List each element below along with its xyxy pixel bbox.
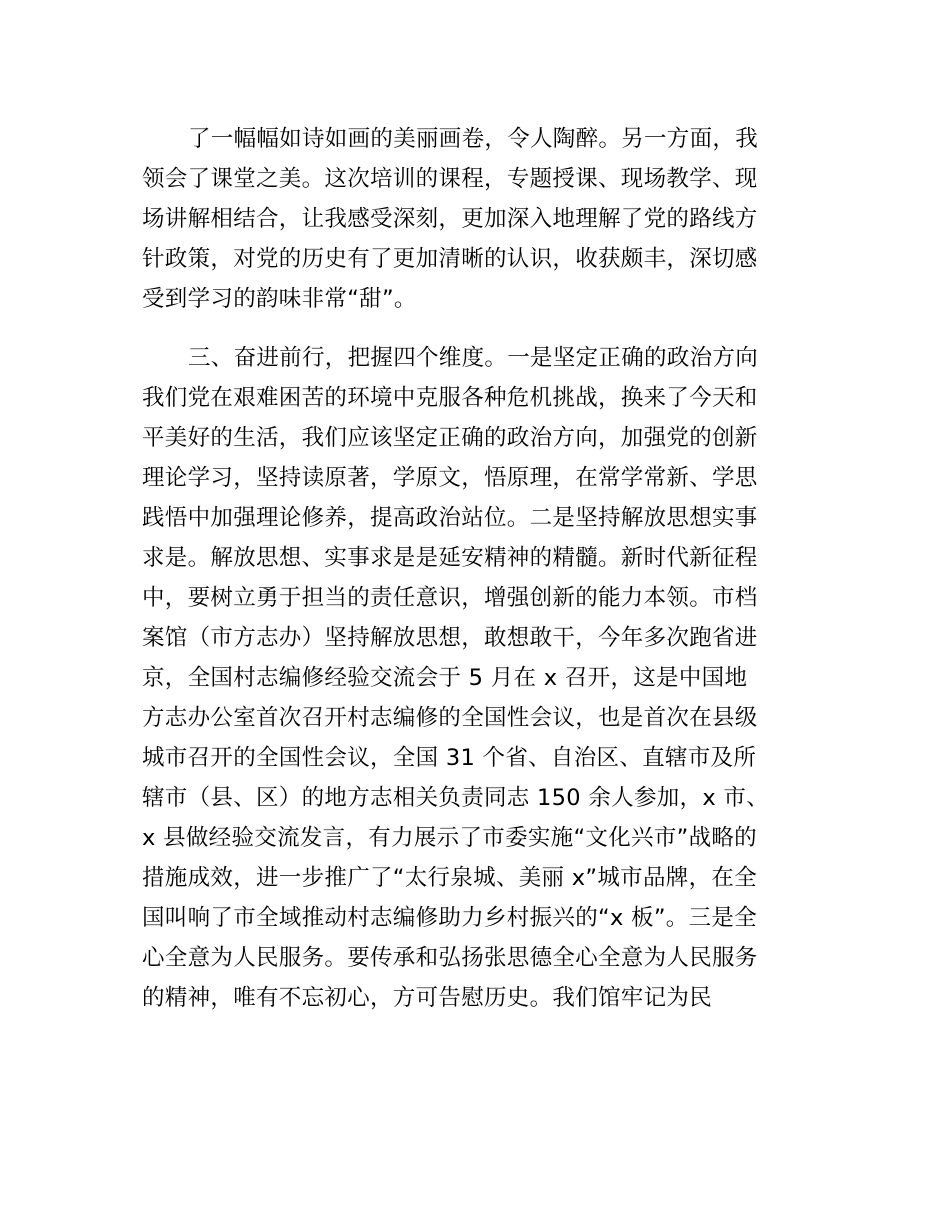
text-line: 三、奋进前行，把握四个维度。一是坚定正确的政治方向: [188, 345, 759, 371]
text-line: 城市召开的全国性会议，全国 31 个省、自治区、直辖市及所: [142, 745, 757, 771]
text-line: x 县做经验交流发言，有力展示了市委实施“文化兴市”战略的: [142, 825, 757, 851]
text-line: 理论学习，坚持读原著，学原文，悟原理，在常学常新、学思: [142, 465, 758, 491]
text-line: 了一幅幅如诗如画的美丽画卷，令人陶醉。另一方面，我: [188, 126, 759, 152]
text-line: 践悟中加强理论修养，提高政治站位。二是坚持解放思想实事: [142, 505, 758, 531]
text-line: 方志办公室首次召开村志编修的全国性会议，也是首次在县级: [142, 705, 758, 731]
paragraph-1: [142, 119, 832, 319]
text-line: 中，要树立勇于担当的责任意识，增强创新的能力本领。市档: [142, 585, 758, 611]
text-line: 针政策，对党的历史有了更加清晰的认识，收获颇丰，深切感: [142, 246, 758, 272]
text-line: 我们党在艰难困苦的环境中克服各种危机挑战，换来了今天和: [142, 385, 758, 411]
document-body: [142, 119, 832, 1018]
text-line: 的精神，唯有不忘初心，方可告慰历史。我们馆牢记为民: [142, 985, 713, 1011]
text-line: 心全意为人民服务。要传承和弘扬张思德全心全意为人民服务: [142, 945, 758, 971]
text-line: 案馆（市方志办）坚持解放思想，敢想敢干，今年多次跑省进: [142, 625, 758, 651]
text-line: 平美好的生活，我们应该坚定正确的政治方向，加强党的创新: [142, 425, 758, 451]
text-line: 国叫响了市全域推动村志编修助力乡村振兴的“x 板”。三是全: [142, 905, 757, 931]
text-line: 场讲解相结合，让我感受深刻，更加深入地理解了党的路线方: [142, 206, 758, 232]
text-line: 领会了课堂之美。这次培训的课程，专题授课、现场教学、现: [142, 166, 758, 192]
text-line: 辖市（县、区）的地方志相关负责同志 150 余人参加，x 市、: [142, 785, 770, 811]
text-line: 措施成效，进一步推广了“太行泉城、美丽 x”城市品牌，在全: [142, 865, 757, 891]
text-line: 京，全国村志编修经验交流会于 5 月在 x 召开，这是中国地: [142, 665, 748, 691]
paragraph-2: [142, 338, 832, 1018]
text-line: 求是。解放思想、实事求是是延安精神的精髓。新时代新征程: [142, 545, 758, 571]
text-line: 受到学习的韵味非常“甜”。: [142, 286, 417, 312]
paragraph-gap: [142, 319, 832, 338]
